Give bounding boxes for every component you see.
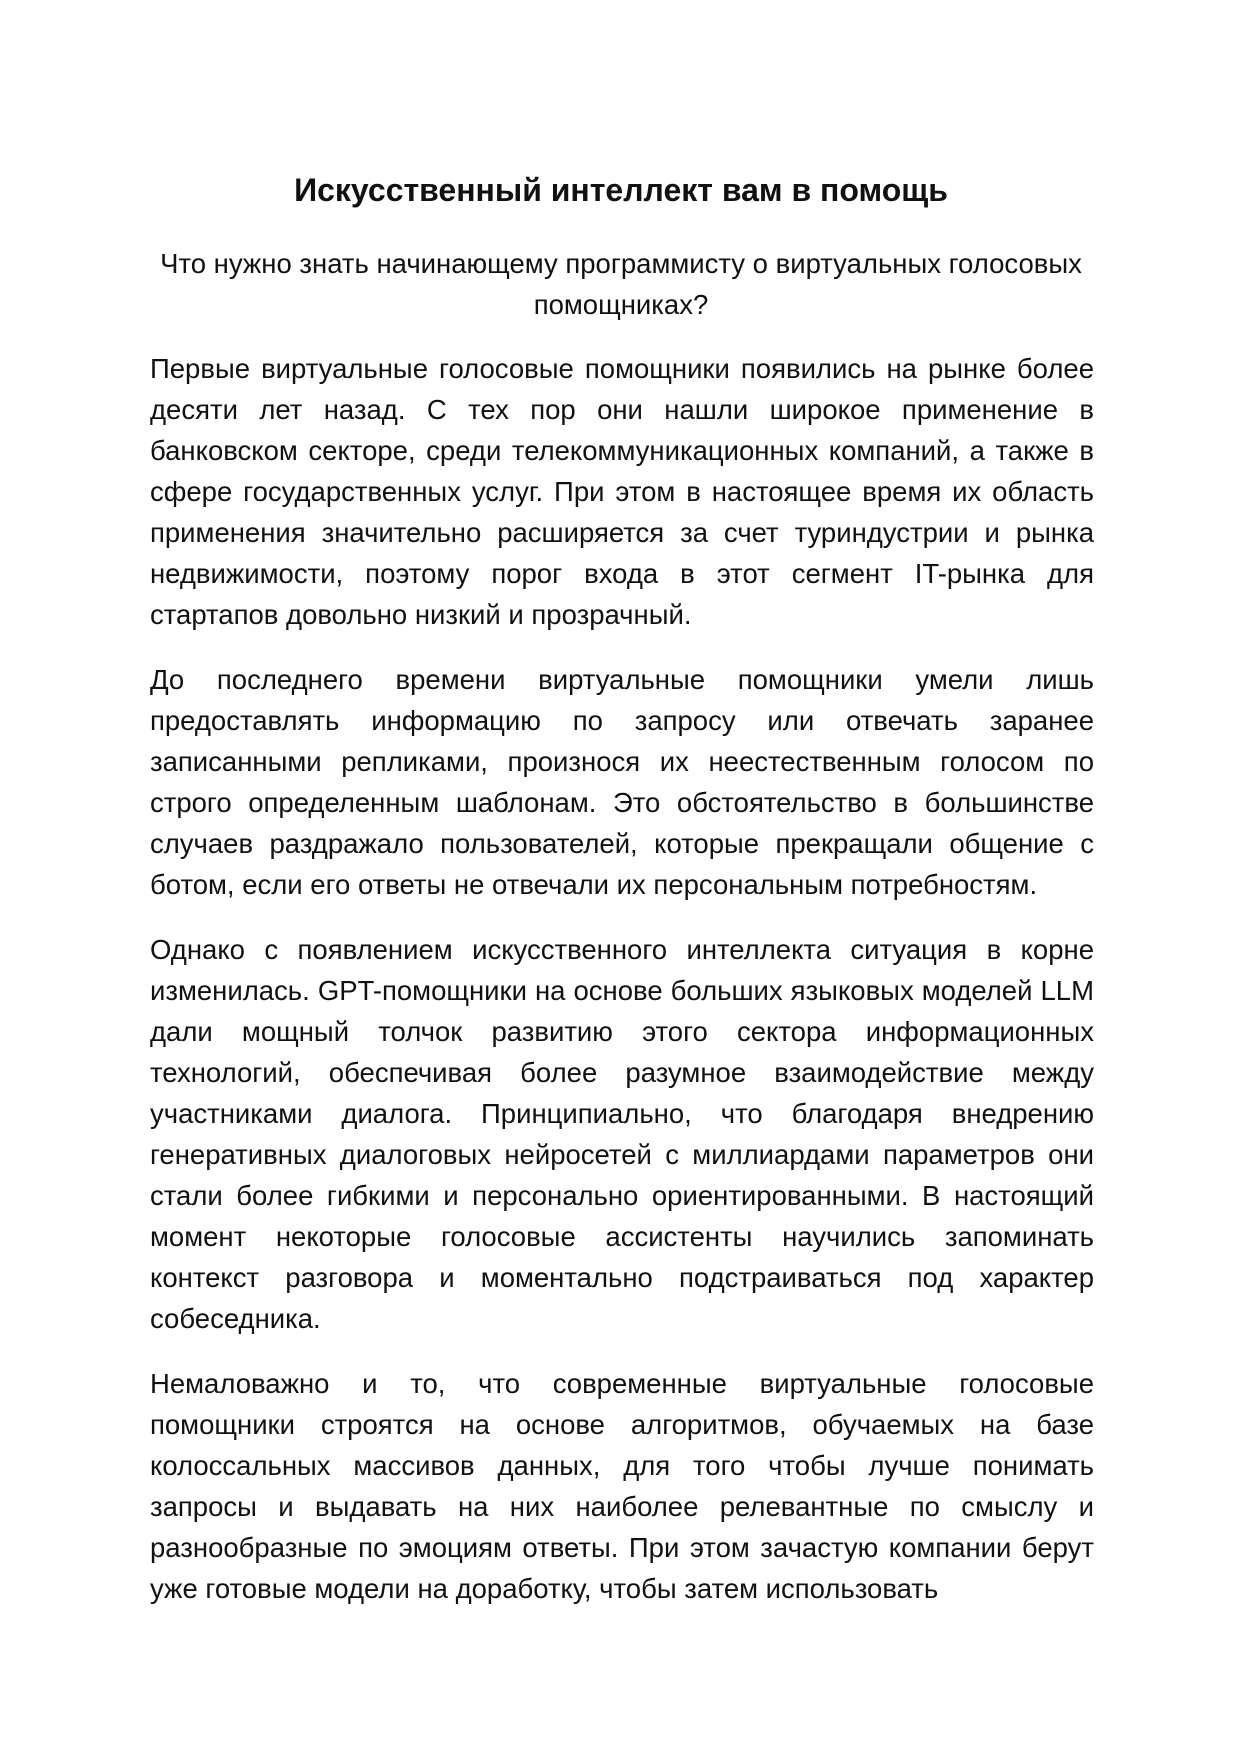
document-subtitle: Что нужно знать начинающему программисту о виртуальных голосовых помощниках? <box>160 248 1082 320</box>
paragraph: Первые виртуальные голосовые помощники появились на рынке более десяти лет назад. С тех пор они нашли широкое применение в банковском секторе, среди телекоммуникационных компаний, а также в сфере государственных услуг. При этом в настоящее время их область применения значительно расширяется за счет туриндустрии и рынка недвижимости, поэтому порог входа в этот сегмент IT-рынка для стартапов довольно низкий и прозрачный. <box>150 353 1094 630</box>
paragraph: До последнего времени виртуальные помощники умели лишь предоставлять информацию по запросу или отвечать заранее записанными репликами, произнося их неестественным голосом по строго определенным шаблонам. Это обстоятельство в большинстве случаев раздражало пользователей, которые прекращали общение с ботом, если его ответы не отвечали их персональным потребностям. <box>150 664 1094 900</box>
paragraph: Немаловажно и то, что современные виртуальные голосовые помощники строятся на основе алгоритмов, обучаемых на базе колоссальных массивов данных, для того чтобы лучше понимать запросы и выдавать на них наиболее релевантные по смыслу и разнообразные по эмоциям ответы. При этом зачастую компании берут уже готовые модели на доработку, чтобы затем использовать <box>150 1368 1094 1604</box>
document-title: Искусственный интеллект вам в помощь <box>294 172 948 208</box>
paragraph: Однако с появлением искусственного интеллекта ситуация в корне изменилась. GPT-помощники на основе больших языковых моделей LLM дали мощный толчок развитию этого сектора информационных технологий, обеспечивая более разумное взаимодействие между участниками диалога. Принципиально, что благодаря внедрению генеративных диалоговых нейросетей с миллиардами параметров они стали более гибкими и персонально ориентированными. В настоящий момент некоторые голосовые ассистенты научились запоминать контекст разговора и моментально подстраиваться под характер собеседника. <box>150 934 1094 1334</box>
document-body <box>150 348 1094 1633</box>
